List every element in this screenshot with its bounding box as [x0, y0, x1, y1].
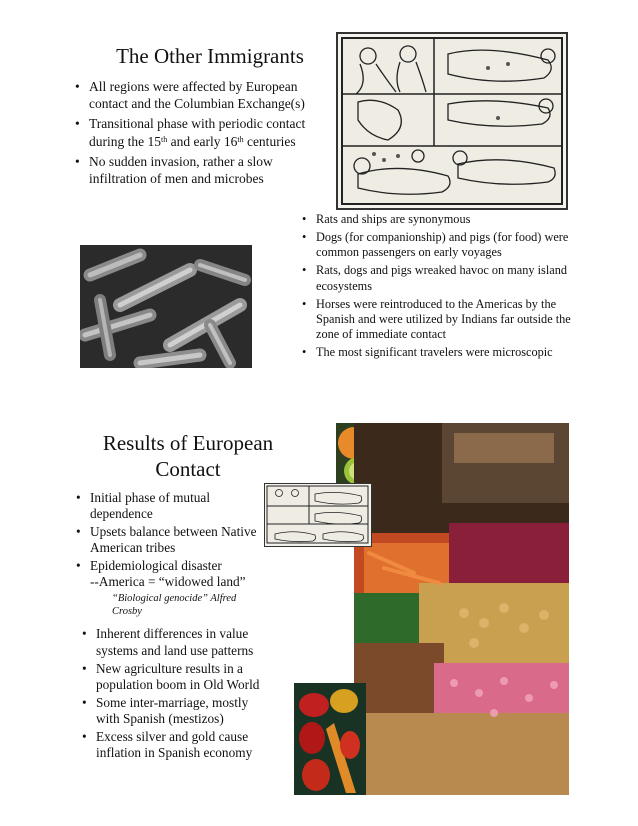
section1-bullet2-1: • Rats and ships are synonymous — [300, 212, 572, 227]
codex-illustration — [336, 32, 568, 210]
section1-bullet2-3: • Rats, dogs and pigs wreaked havoc on many island ecosystems — [300, 263, 572, 294]
section2-bullet-b-2: • New agriculture results in a population boom in Old World — [80, 661, 274, 693]
market-produce-photo — [354, 423, 569, 795]
section1-bullet2-4: • Horses were reintroduced to the Americas by the Spanish and were utilized by Indians far outside the zone of immediate contact — [300, 297, 572, 343]
bacteria-micrograph — [80, 245, 252, 368]
section2-title-line2: Contact — [155, 457, 221, 481]
section2-bullet-b-3: • Some inter-marriage, mostly with Spanish (mestizos) — [80, 695, 274, 727]
section1-bullet2-5: • The most significant travelers were microscopic — [300, 345, 572, 360]
codex-illustration-small — [264, 483, 372, 547]
section1-bullet-1: • All regions were affected by European contact and the Columbian Exchange(s) — [73, 78, 318, 112]
section2-title-line1: Results of European — [102, 431, 274, 455]
section2-bullet-b-4: • Excess silver and gold cause inflation in Spanish economy — [80, 729, 274, 761]
section1-bullets — [73, 78, 318, 190]
section2-bullet-a-1: • Initial phase of mutual dependence — [74, 490, 274, 522]
section2-bullet-b-1: • Inherent differences in value systems and land use patterns — [80, 626, 274, 658]
section2-text — [74, 490, 274, 763]
section1-title: The Other Immigrants — [116, 44, 304, 68]
peppers-photo — [294, 683, 366, 795]
section2-bullets-a — [74, 490, 274, 574]
section1-bullet-3: • No sudden invasion, rather a slow infiltration of men and microbes — [73, 153, 318, 187]
section1-bullets-2 — [300, 212, 572, 363]
section2-bullets-b — [80, 626, 274, 761]
section1-bullet2-2: • Dogs (for companionship) and pigs (for food) were common passengers on early voyages — [300, 230, 572, 261]
section1-bullet-2: • Transitional phase with periodic contact during the 15th and early 16th centuries — [73, 115, 318, 149]
section2-bullet-a-3: • Epidemiological disaster — [74, 558, 274, 574]
section2-subline: --America = “widowed land” — [90, 574, 246, 590]
section2-bullet-a-2: • Upsets balance between Native American tribes — [74, 524, 274, 556]
section2-title — [82, 430, 294, 482]
section2-quote: “Biological genocide” Alfred Crosby — [112, 593, 237, 617]
